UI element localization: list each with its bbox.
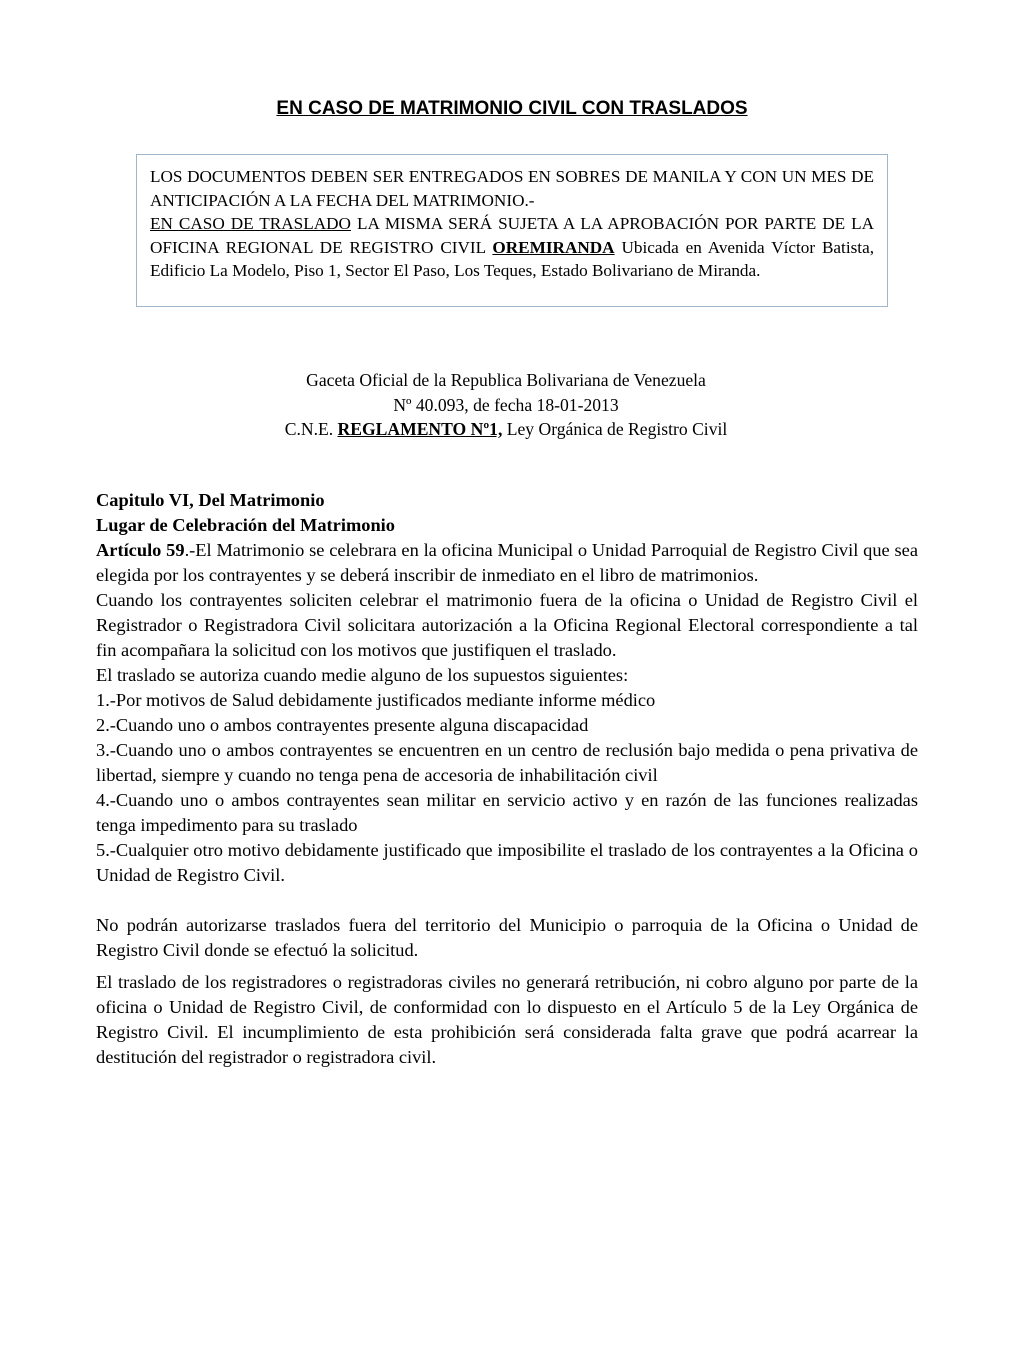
notice-line-2: LA MISMA SERÁ SUJETA A LA APROBACIÓN POR PARTE DE LA OFICINA REGIONAL DE REGISTRO CIVIL	[150, 214, 875, 257]
notice-address: Ubicada en Avenida Víctor Batista, Edificio La Modelo, Piso 1, Sector El Paso, Los Teques, Estado Bolivariano de Miranda.	[150, 237, 874, 280]
notice-office-name: OREMIRANDA	[492, 237, 615, 257]
gaceta-line-2: Nº 40.093, de fecha 18-01-2013	[393, 394, 619, 415]
gaceta-reglamento: REGLAMENTO Nº1,	[337, 419, 503, 439]
chapter-heading: Capitulo VI, Del Matrimonio	[96, 490, 325, 510]
gaceta-reference	[0, 368, 1012, 442]
paragraph: El traslado de los registradores o registradoras civiles no generará retribución, ni cobro alguno por parte de la oficina o Unidad de Registro Civil, de conformidad con lo dispuesto en el Artículo 5 de la Ley Orgánica de Registro Civil. El incumplimiento de esta prohibición será considerada falta grave que podrá acarrear la destitución del registrador o registradora civil.	[96, 972, 918, 1067]
spacer	[96, 963, 918, 970]
list-item: 5.-Cualquier otro motivo debidamente justificado que imposibilite el traslado de los contrayentes a la Oficina o Unidad de Registro Civil.	[96, 840, 918, 885]
list-item: 4.-Cuando uno o ambos contrayentes sean militar en servicio activo y en razón de las funciones realizadas tenga impedimento para su traslado	[96, 790, 918, 835]
gaceta-line-1: Gaceta Oficial de la Republica Bolivariana de Venezuela	[306, 370, 706, 390]
paragraph: El traslado se autoriza cuando medie alguno de los supuestos siguientes:	[96, 665, 629, 685]
spacer	[96, 888, 918, 913]
list-item: 3.-Cuando uno o ambos contrayentes se encuentren en un centro de reclusión bajo medida o pena privativa de libertad, siempre y cuando no tenga pena de accesoria de inhabilitación civil	[96, 740, 918, 785]
notice-box	[136, 154, 888, 307]
gaceta-ley: Ley Orgánica de Registro Civil	[502, 419, 728, 439]
notice-traslado-label: EN CASO DE TRASLADO	[150, 214, 351, 233]
notice-line-1: LOS DOCUMENTOS DEBEN SER ENTREGADOS EN SOBRES DE MANILA Y CON UN MES DE ANTICIPACIÓN A LA FECHA DEL MATRIMONIO.-	[150, 167, 874, 210]
article-label: Artículo 59	[96, 540, 185, 560]
list-item: 1.-Por motivos de Salud debidamente justificados mediante informe médico	[96, 690, 656, 710]
section-heading: Lugar de Celebración del Matrimonio	[96, 515, 395, 535]
paragraph: Cuando los contrayentes soliciten celebrar el matrimonio fuera de la oficina o Unidad de Registro Civil el Registrador o Registradora Civil solicitara autorización a la Oficina Regional Electoral correspondiente a tal fin acompañara la solicitud con los motivos que justifiquen el traslado.	[96, 590, 918, 660]
list-item: 2.-Cuando uno o ambos contrayentes presente alguna discapacidad	[96, 715, 589, 735]
document-title-text: EN CASO DE MATRIMONIO CIVIL CON TRASLADOS	[276, 98, 748, 119]
article-59-paragraph	[96, 538, 918, 588]
document-title	[0, 98, 1024, 120]
gaceta-cne: C.N.E.	[284, 419, 338, 439]
article-text: .-El Matrimonio se celebrara en la oficina Municipal o Unidad Parroquial de Registro Civil que sea elegida por los contrayentes y se deberá inscribir de inmediato en el libro de matrimonios.	[96, 540, 918, 585]
document-body	[96, 488, 918, 1070]
paragraph: No podrán autorizarse traslados fuera del territorio del Municipio o parroquia de la Oficina o Unidad de Registro Civil donde se efectuó la solicitud.	[96, 915, 918, 960]
gaceta-line-3	[0, 417, 1012, 442]
